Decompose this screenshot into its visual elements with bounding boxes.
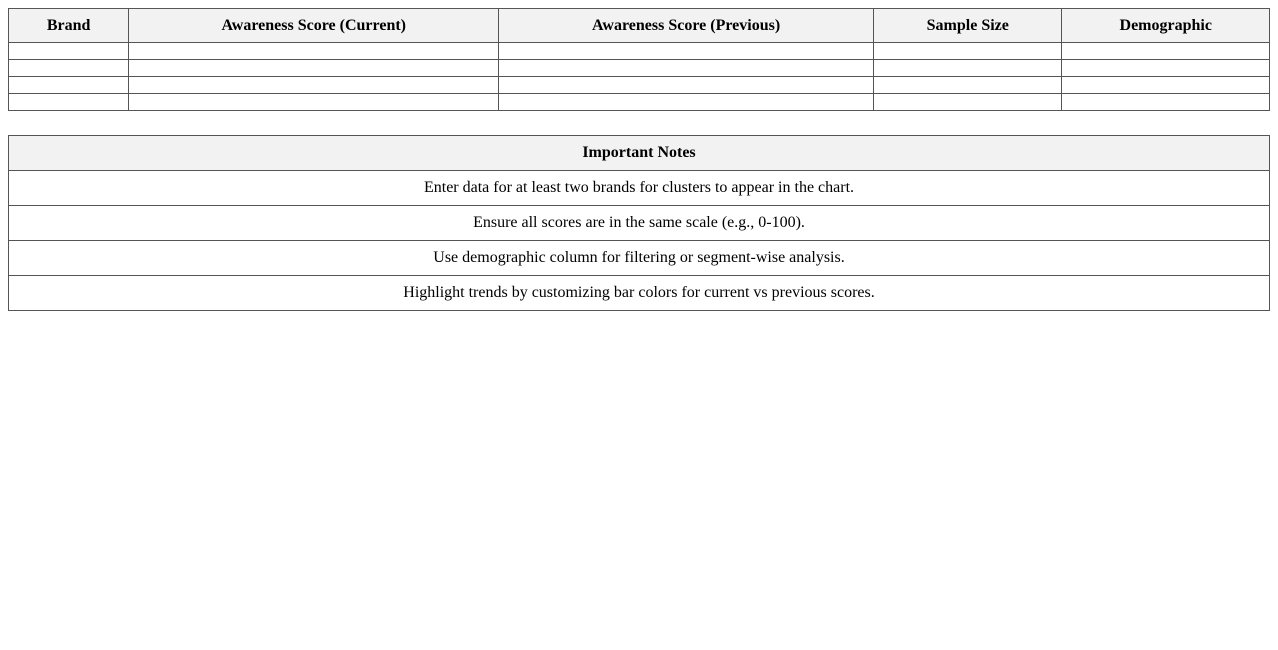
table-row: [9, 43, 1270, 60]
table-row: [9, 77, 1270, 94]
page-content: [8, 8, 1270, 311]
cell-sample-size[interactable]: [874, 43, 1062, 60]
cell-sample-size[interactable]: [874, 60, 1062, 77]
cell-demographic[interactable]: [1062, 77, 1270, 94]
table-row: [9, 60, 1270, 77]
note-row: [9, 276, 1270, 311]
cell-awareness-current[interactable]: [129, 77, 499, 94]
header-sample-size: Sample Size: [874, 9, 1062, 43]
notes-title: Important Notes: [9, 136, 1270, 171]
cell-brand[interactable]: [9, 77, 129, 94]
cell-sample-size[interactable]: [874, 94, 1062, 111]
note-row: [9, 206, 1270, 241]
cell-awareness-current[interactable]: [129, 94, 499, 111]
cell-brand[interactable]: [9, 60, 129, 77]
table-row: [9, 94, 1270, 111]
header-awareness-previous: Awareness Score (Previous): [499, 9, 874, 43]
note-text: Enter data for at least two brands for clusters to appear in the chart.: [9, 171, 1270, 206]
note-text: Use demographic column for filtering or segment-wise analysis.: [9, 241, 1270, 276]
cell-awareness-previous[interactable]: [499, 94, 874, 111]
header-brand: Brand: [9, 9, 129, 43]
cell-awareness-current[interactable]: [129, 60, 499, 77]
header-awareness-current: Awareness Score (Current): [129, 9, 499, 43]
header-demographic: Demographic: [1062, 9, 1270, 43]
note-text: Highlight trends by customizing bar colors for current vs previous scores.: [9, 276, 1270, 311]
important-notes-table: [8, 135, 1270, 311]
cell-demographic[interactable]: [1062, 60, 1270, 77]
cell-demographic[interactable]: [1062, 94, 1270, 111]
cell-awareness-previous[interactable]: [499, 43, 874, 60]
cell-awareness-previous[interactable]: [499, 77, 874, 94]
cell-brand[interactable]: [9, 43, 129, 60]
cell-sample-size[interactable]: [874, 77, 1062, 94]
notes-header-row: [9, 136, 1270, 171]
note-row: [9, 171, 1270, 206]
cell-awareness-current[interactable]: [129, 43, 499, 60]
brand-awareness-table: [8, 8, 1270, 111]
cell-brand[interactable]: [9, 94, 129, 111]
note-text: Ensure all scores are in the same scale (e.g., 0-100).: [9, 206, 1270, 241]
table-header-row: [9, 9, 1270, 43]
note-row: [9, 241, 1270, 276]
cell-awareness-previous[interactable]: [499, 60, 874, 77]
cell-demographic[interactable]: [1062, 43, 1270, 60]
